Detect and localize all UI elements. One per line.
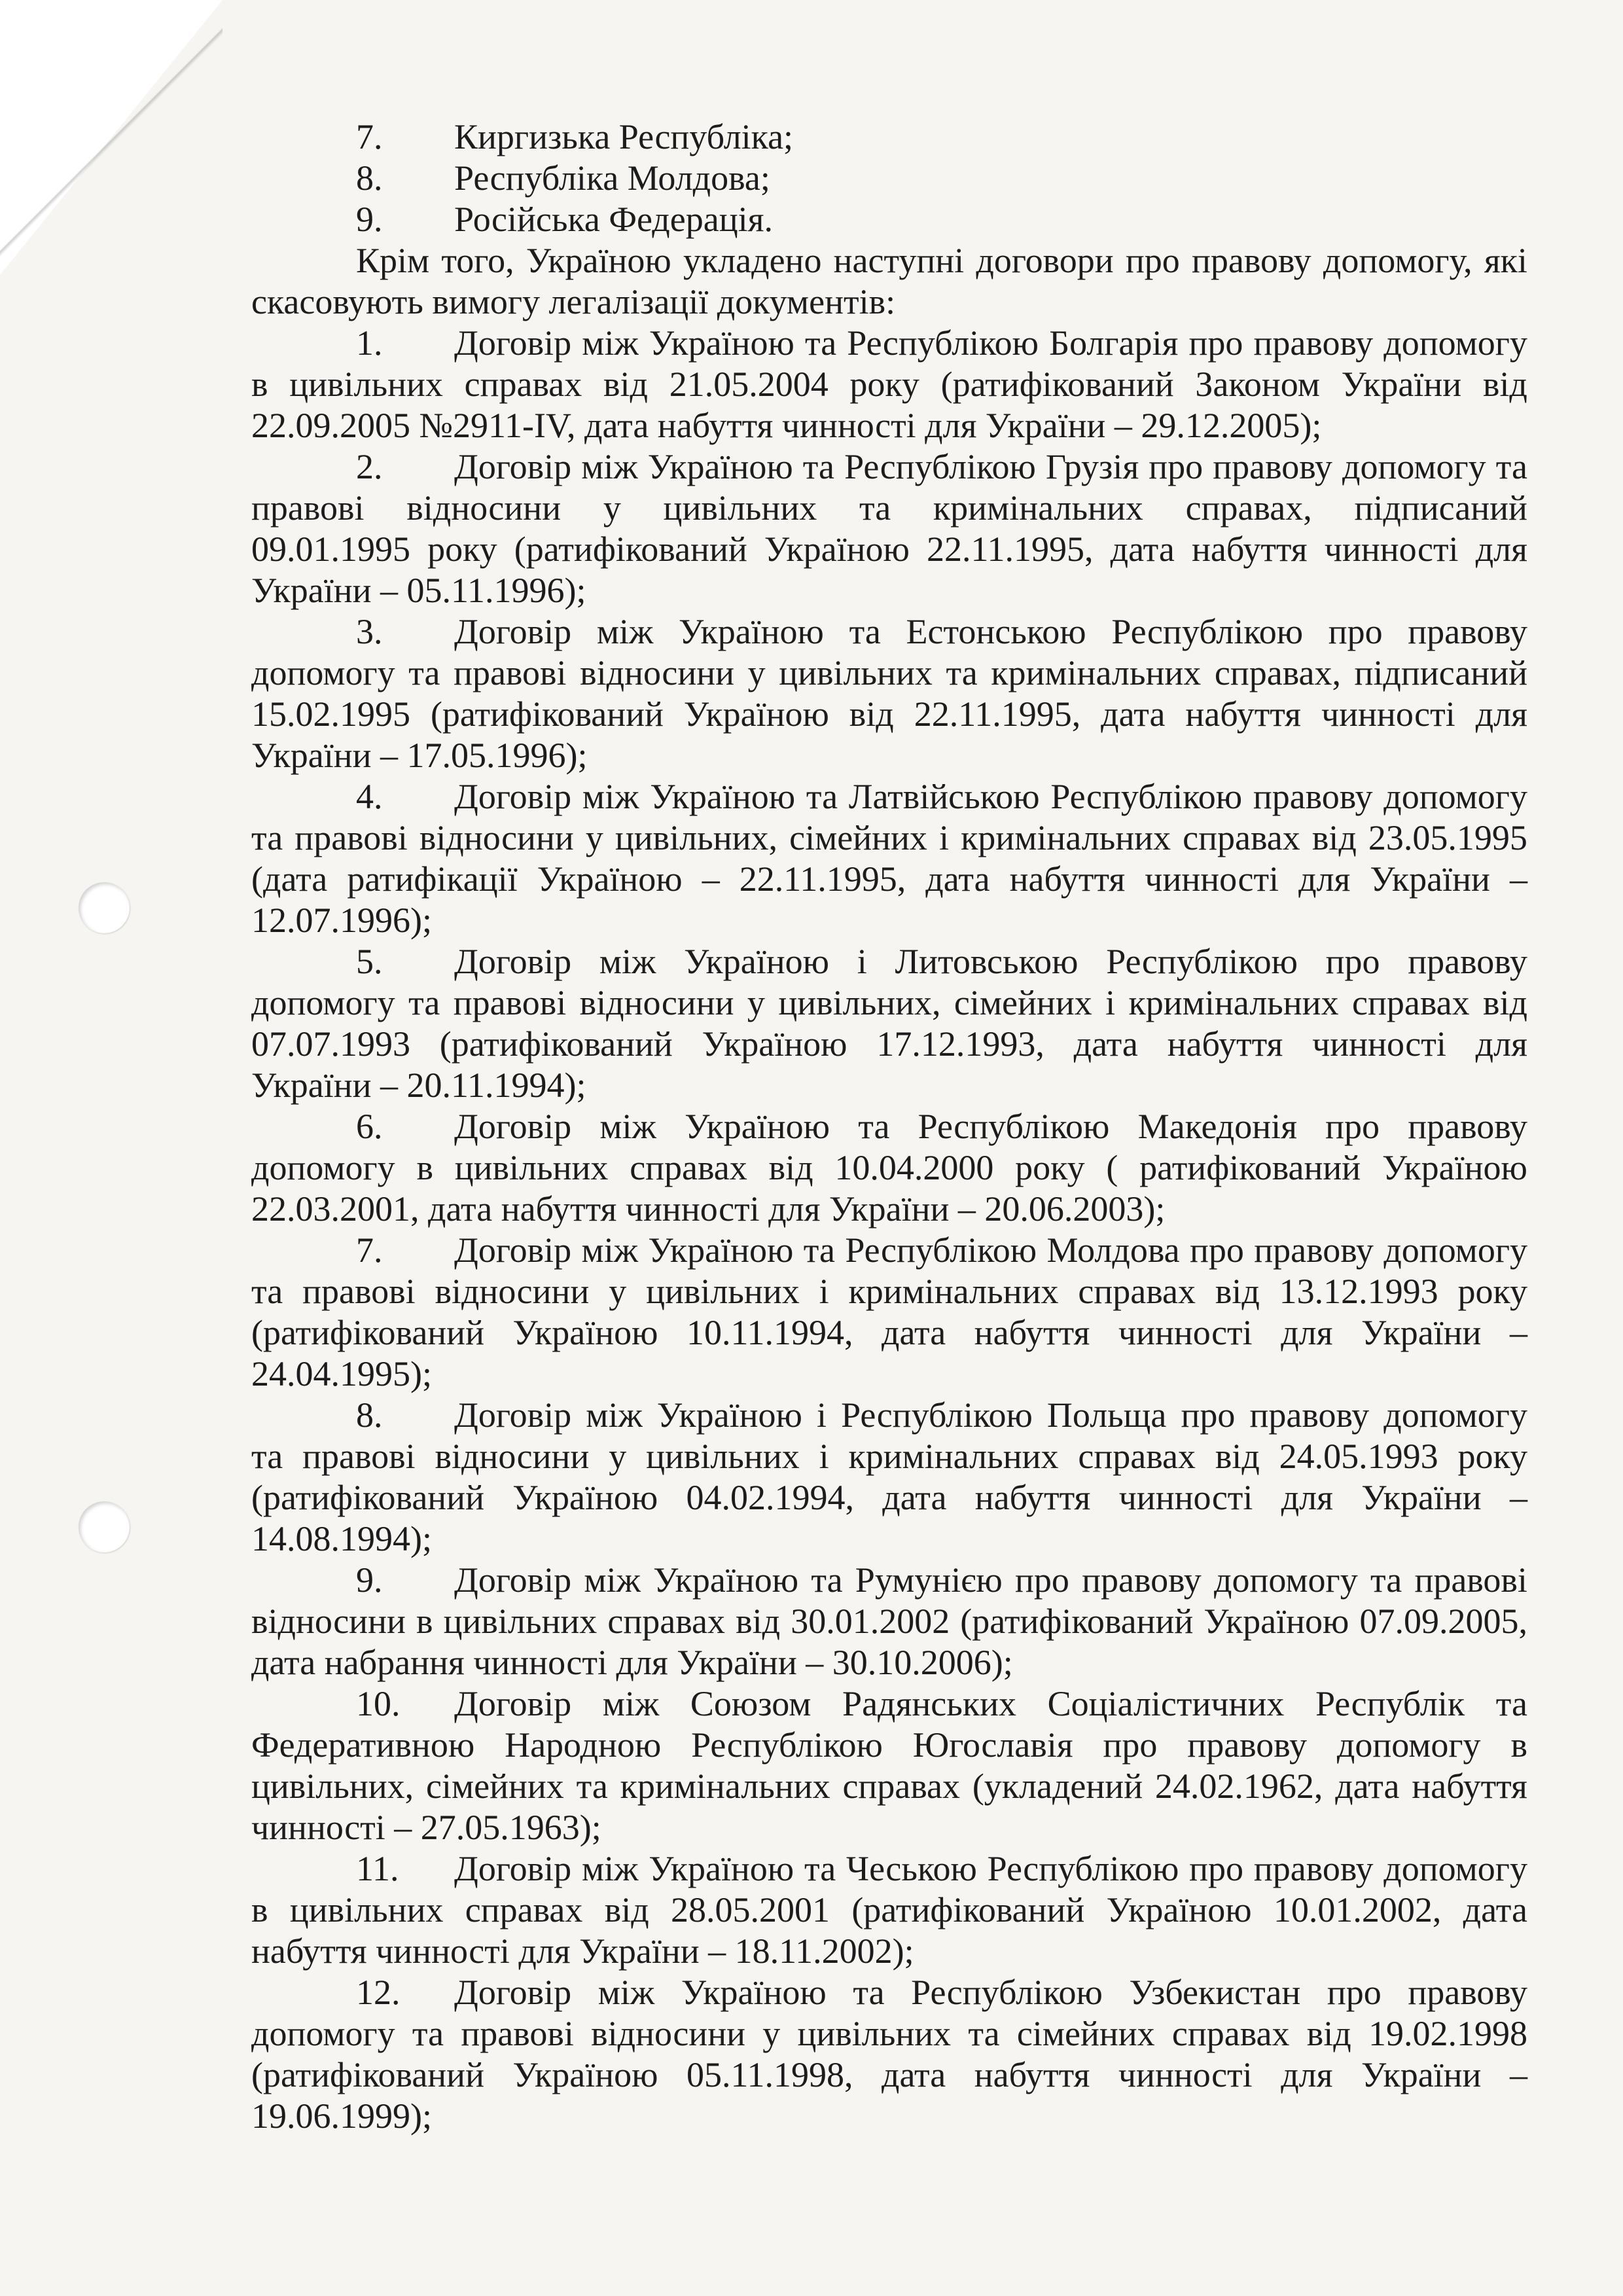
list-number: 7. — [356, 1230, 383, 1270]
treaty-first-line — [251, 1972, 1527, 2013]
treaty-item — [251, 941, 1527, 1106]
treaty-text-line: чинності – 27.05.1963); — [251, 1808, 601, 1847]
treaty-text: Договір між Україною та Естонською Республікою про правову — [454, 612, 1527, 651]
treaty-first-line — [251, 1848, 1527, 1890]
list-number: 3. — [356, 612, 383, 651]
intro-line: скасовують вимогу легалізації документів: — [251, 282, 896, 321]
punch-hole — [79, 1501, 130, 1552]
treaty-text-line: в цивільних справах від 28.05.2001 (ратифікований Україною 10.01.2002, дата — [251, 1890, 1527, 1929]
treaty-text-line: допомогу в цивільних справах від 10.04.2000 року ( ратифікований Україною — [251, 1148, 1527, 1187]
treaty-item — [251, 1848, 1527, 1972]
treaty-text-line: та правові відносини у цивільних і кримінальних справах від 24.05.1993 року — [251, 1437, 1527, 1476]
treaty-text-line: (дата ратифікації Україною – 22.11.1995, дата набуття чинності для України – — [251, 859, 1527, 899]
treaty-first-line — [251, 323, 1527, 364]
treaty-item — [251, 1972, 1527, 2137]
punch-hole — [79, 882, 130, 933]
treaty-text-line: 22.09.2005 №2911-IV, дата набуття чинності для України – 29.12.2005); — [251, 406, 1322, 445]
treaty-text: Договір між Україною та Республікою Молдова про правову допомогу — [454, 1230, 1527, 1270]
treaty-item — [251, 1230, 1527, 1395]
treaty-text-line: відносини в цивільних справах від 30.01.2002 (ратифікований Україною 07.09.2005, — [251, 1602, 1527, 1641]
treaty-text-line: 12.07.1996); — [251, 901, 432, 940]
treaty-text-line: 15.02.1995 (ратифікований Україною від 22.11.1995, дата набуття чинності для — [251, 694, 1527, 734]
treaty-text-line: дата набрання чинності для України – 30.10.2006); — [251, 1643, 1013, 1682]
document-body — [251, 117, 1527, 2137]
list-number: 10. — [356, 1684, 401, 1723]
list-number: 8. — [356, 1395, 383, 1435]
treaty-text-line: цивільних, сімейних та кримінальних справах (укладений 24.02.1962, дата набуття — [251, 1767, 1527, 1806]
list-number: 8. — [356, 158, 383, 198]
treaty-text-line: 09.01.1995 року (ратифікований Україною 22.11.1995, дата набуття чинності для — [251, 529, 1527, 569]
treaty-item — [251, 1395, 1527, 1560]
treaty-item — [251, 776, 1527, 941]
treaty-text: Договір між Україною та Латвійською Республікою правову допомогу — [454, 777, 1527, 816]
country-list-item — [251, 117, 1527, 158]
list-number: 9. — [356, 1560, 383, 1600]
treaty-text-line: та правові відносини у цивільних і кримінальних справах від 13.12.1993 року — [251, 1272, 1527, 1311]
treaty-first-line — [251, 1395, 1527, 1436]
treaty-text: Договір між Україною та Республікою Македонія про правову — [454, 1107, 1527, 1146]
list-number: 4. — [356, 777, 383, 816]
treaty-text-line: Федеративною Народною Республікою Югославія про правову допомогу в — [251, 1725, 1527, 1765]
country-name: Киргизька Республіка; — [454, 117, 794, 156]
treaty-item — [251, 1106, 1527, 1230]
treaty-first-line — [251, 941, 1527, 982]
list-number: 6. — [356, 1107, 383, 1146]
treaty-first-line — [251, 1230, 1527, 1271]
treaty-text-line: 14.08.1994); — [251, 1519, 432, 1558]
treaty-text-line: 07.07.1993 (ратифікований Україною 17.12.1993, дата набуття чинності для — [251, 1024, 1527, 1064]
treaty-text: Договір між Україною та Республікою Грузія про правову допомогу та — [454, 447, 1527, 486]
treaty-text: Договір між Союзом Радянських Соціалістичних Республік та — [454, 1684, 1527, 1723]
treaty-item — [251, 446, 1527, 611]
list-number: 9. — [356, 200, 383, 239]
list-number: 12. — [356, 1973, 401, 2012]
treaty-text: Договір між Україною і Литовською Республікою про правову — [454, 942, 1527, 981]
treaty-item — [251, 611, 1527, 776]
treaty-text-line: набуття чинності для України – 18.11.2002); — [251, 1931, 914, 1971]
treaty-item — [251, 1560, 1527, 1683]
treaty-text-line: (ратифікований Україною 10.11.1994, дата набуття чинності для України – — [251, 1313, 1527, 1352]
country-name: Республіка Молдова; — [454, 158, 770, 198]
list-number: 1. — [356, 323, 383, 363]
treaty-first-line — [251, 776, 1527, 817]
list-number: 11. — [356, 1849, 399, 1888]
treaty-text-line: (ратифікований Україною 04.02.1994, дата набуття чинності для України – — [251, 1478, 1527, 1517]
treaty-text-line: допомогу та правові відносини у цивільних, сімейних і кримінальних справах від — [251, 983, 1527, 1022]
treaty-text-line: (ратифікований Україною 05.11.1998, дата набуття чинності для України – — [251, 2055, 1527, 2094]
treaty-text-line: України – 17.05.1996); — [251, 736, 588, 775]
country-list-item — [251, 158, 1527, 199]
treaty-text: Договір між Україною та Чеською Республікою про правову допомогу — [454, 1849, 1527, 1888]
paper-fold-shadow — [0, 0, 223, 281]
treaty-text: Договір між Україною і Республікою Польща про правову допомогу — [454, 1395, 1527, 1435]
treaty-text-line: правові відносини у цивільних та кримінальних справах, підписаний — [251, 488, 1527, 528]
list-number: 2. — [356, 447, 383, 486]
intro-line: Крім того, Україною укладено наступні договори про правову допомогу, які — [356, 241, 1527, 280]
treaty-text: Договір між Україною та Республікою Болгарія про правову допомогу — [454, 323, 1527, 363]
treaty-text-line: України – 20.11.1994); — [251, 1066, 586, 1105]
treaty-text-line: допомогу та правові відносини у цивільних та кримінальних справах, підписаний — [251, 653, 1527, 692]
treaty-first-line — [251, 1106, 1527, 1147]
treaty-text-line: та правові відносини у цивільних, сімейних і кримінальних справах від 23.05.1995 — [251, 818, 1527, 857]
treaty-text-line: в цивільних справах від 21.05.2004 року (ратифікований Законом України від — [251, 365, 1527, 404]
treaty-item — [251, 323, 1527, 446]
treaty-text-line: 22.03.2001, дата набуття чинності для України – 20.06.2003); — [251, 1189, 1166, 1229]
treaty-first-line — [251, 446, 1527, 488]
treaty-text: Договір між Україною та Румунією про правову допомогу та правові — [454, 1560, 1527, 1600]
treaty-text-line: допомогу та правові відносини у цивільних та сімейних справах від 19.02.1998 — [251, 2014, 1527, 2053]
treaty-first-line — [251, 1683, 1527, 1725]
treaty-first-line — [251, 611, 1527, 653]
country-name: Російська Федерація. — [454, 200, 773, 239]
list-number: 7. — [356, 117, 383, 156]
treaty-text-line: 19.06.1999); — [251, 2096, 432, 2136]
treaty-first-line — [251, 1560, 1527, 1601]
country-list-item — [251, 199, 1527, 240]
treaty-text-line: 24.04.1995); — [251, 1354, 432, 1393]
treaty-item — [251, 1683, 1527, 1848]
list-number: 5. — [356, 942, 383, 981]
treaty-text: Договір між Україною та Республікою Узбекистан про правову — [454, 1973, 1527, 2012]
treaty-text-line: України – 05.11.1996); — [251, 571, 586, 610]
